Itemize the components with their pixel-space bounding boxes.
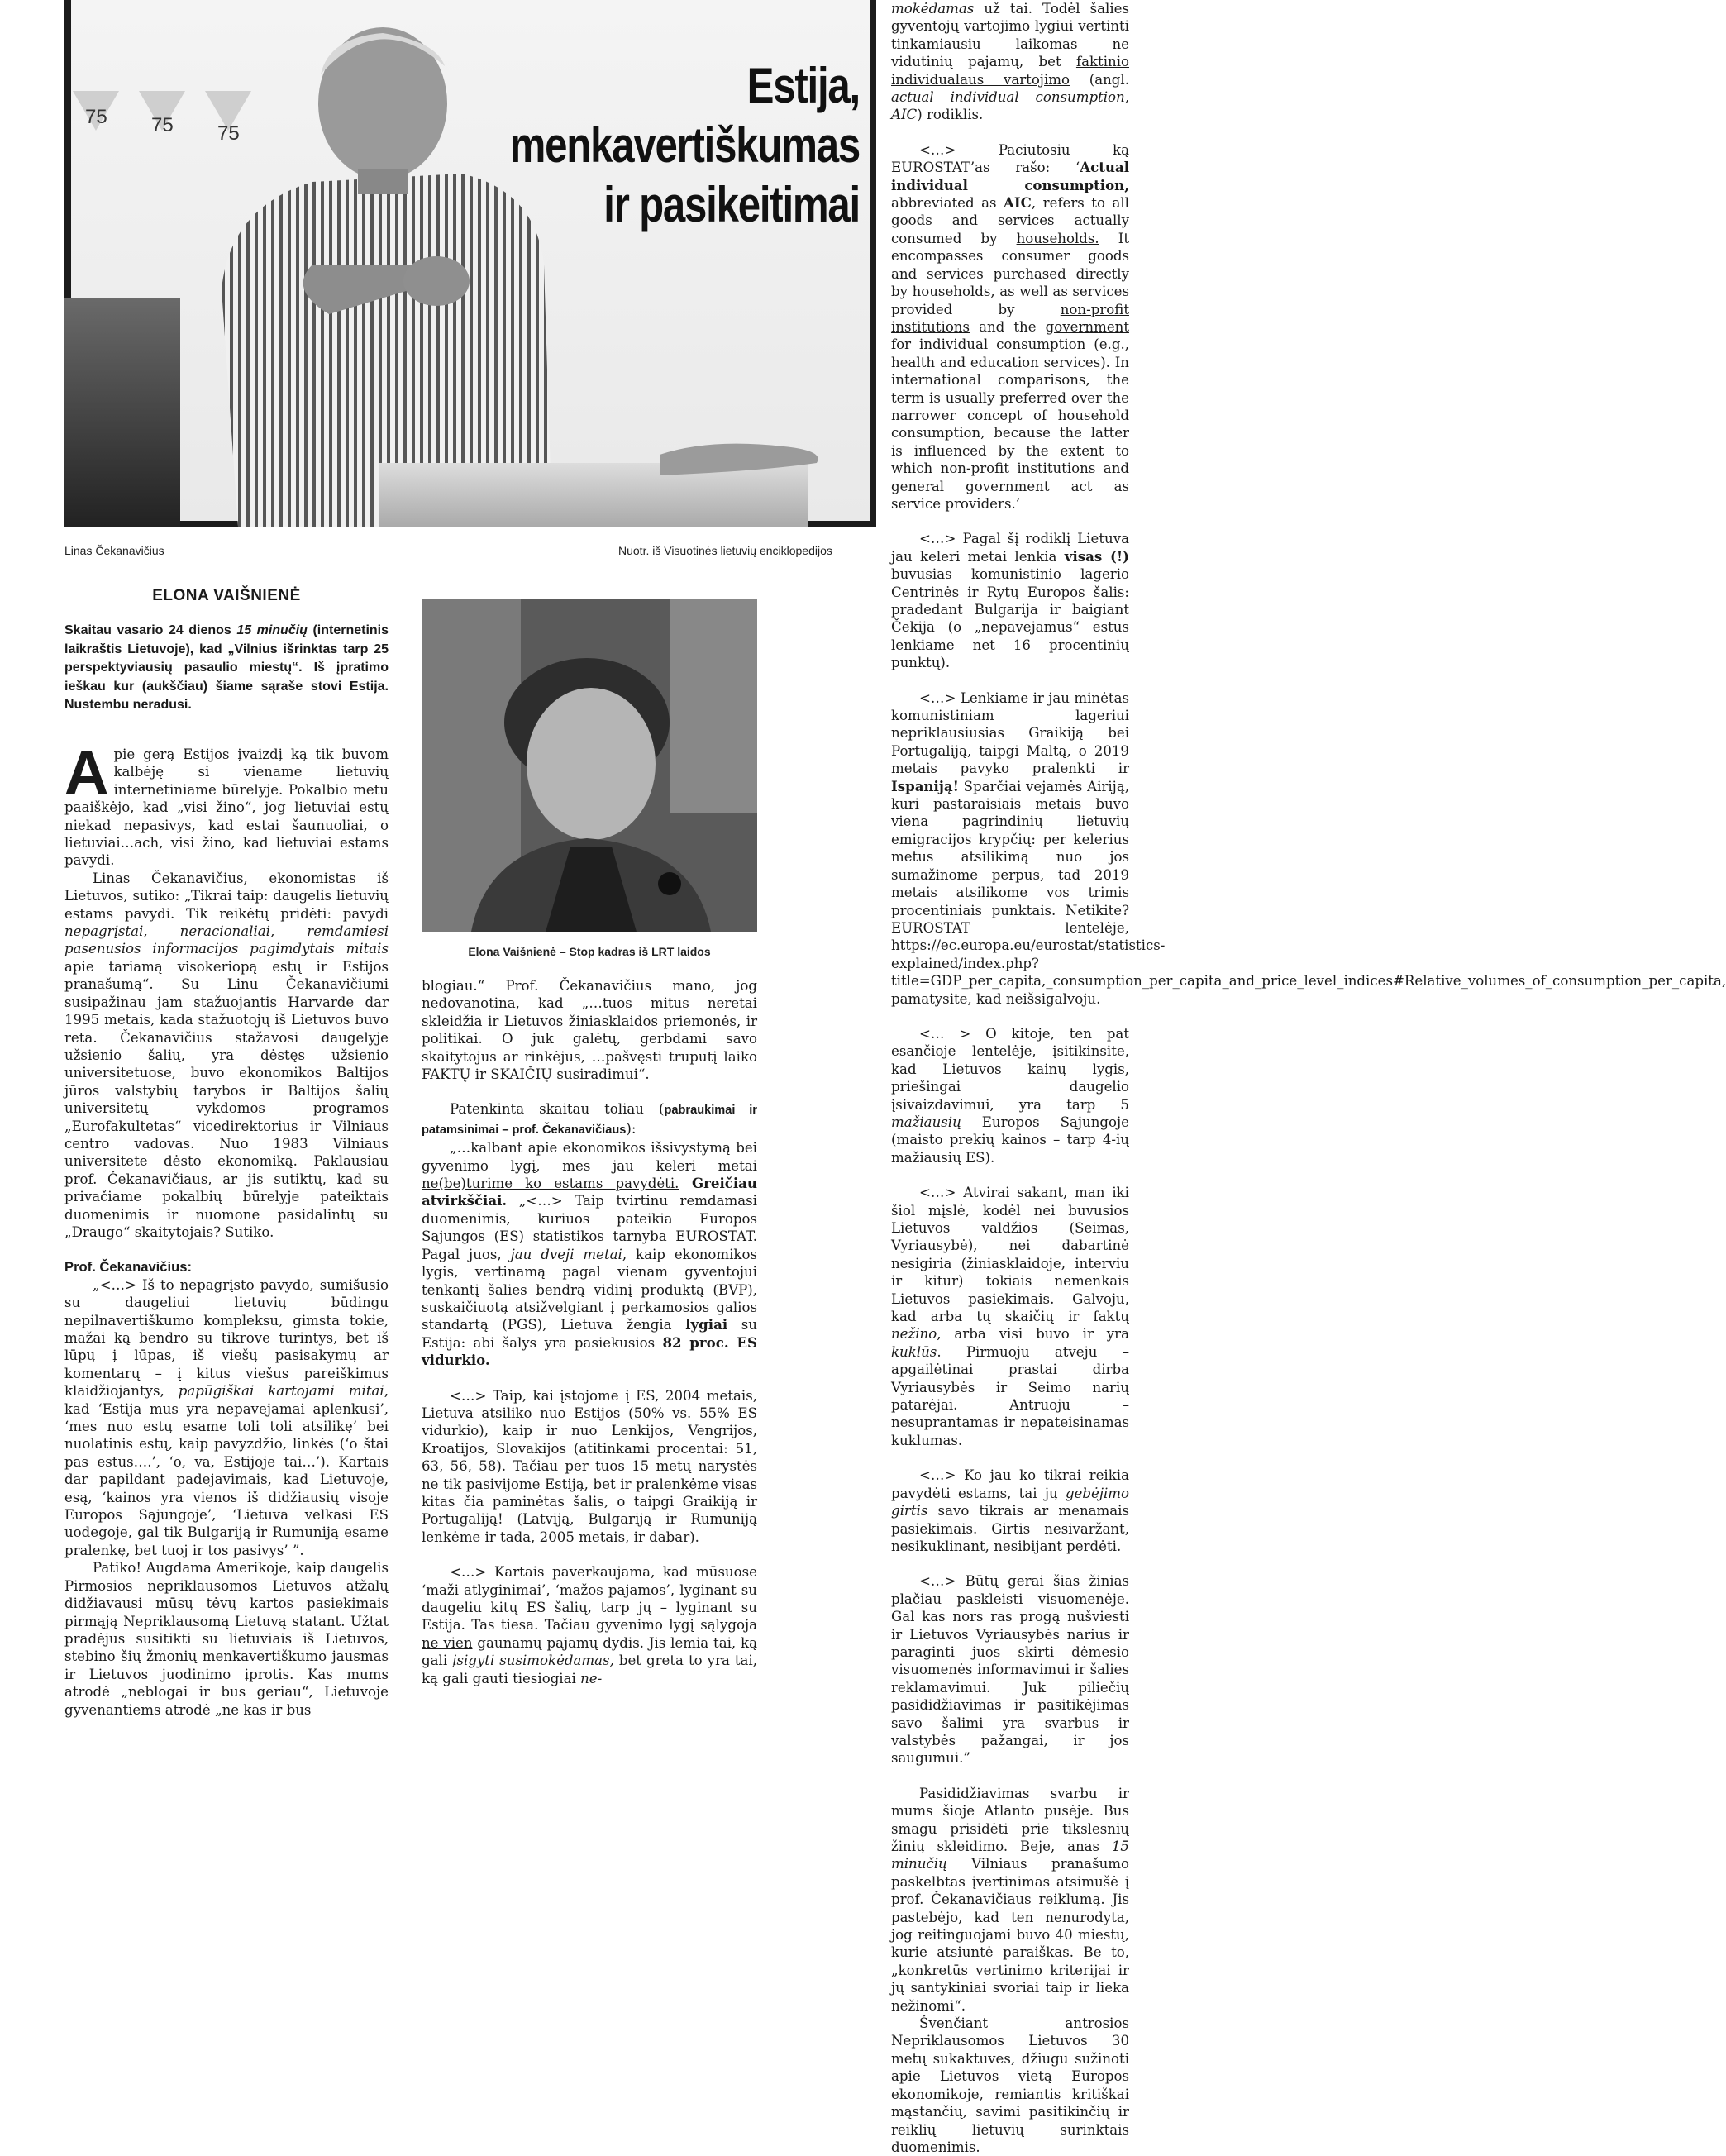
- paragraph-text: apie tariamą visokeriopą estų ir Estijos pranašumą“. Su Linu Čekanavičiumi susipažinau jam stažuojantis Harvarde dar 1995 metais, kada stažuotojų iš Lietuvos buvo reta. Čekanavičius stažavosi daugelyje užsienio šalių, yra dėstęs užsienio universitetuose, buvo ekonomikos Baltijos jūros valstybių tarybos ir Baltijos šalių universitetų vykdomos programos „Eurofakultetas“ vicedirektorius ir Vilniaus centro vadovas. Nuo 1983 Vilniaus universitete dėsto ekonomiką. Paklausiau prof. Čekanavičiaus, ar jis sutiktų, kad su privačiame pokalbių būrelyje pateiktais duomenimis ir nuomone pasidalintų su „Draugo“ skaitytojais? Sutiko.: [64, 958, 389, 1240]
- emphasis: gebėjimo girtis: [891, 1485, 1129, 1519]
- paragraph-text: , kaip ekonomikos lygis, vertinamą pagal vienam gyventojui tenkantį šalies bendrą vidinį produktą (BVP), suskaičiuotą atsižvelgiant į perkamosios galios standartą (PGS), Lietuva žengia: [422, 1246, 757, 1333]
- paragraph-text: (angl.: [1069, 71, 1129, 88]
- emphasis: nepagrįstai, neracionaliai, remdamiesi pasenusios informacijos pagimdytais mitais: [64, 923, 389, 957]
- paragraph: [891, 141, 1129, 513]
- paragraph-text: , kad ‘Estija mus yra nepavejamai aplenkusi’, ‘mes nuo estų esame toli toli atsilikę’ bei nuolatinis estų, kaip pavyzdžio, linkės (‘o štai pas estus….’, ‘o, va, Estijoje tai…’). Kartais dar papildant padejavimais, kad Lietuvoje, esą, ‘kainos yra vienos iš didžiausių visoje Europos Sąjungoje’, ‘Lietuva velkasi ES uodegoje, gal tik Bulgariją ir Rumuniją esame pralenkę, bet tuoj ir tos pasivys’ ”.: [64, 1383, 389, 1558]
- paragraph-text: <…> Lenkiame ir jau minėtas komunistiniam lageriui nepriklausiusias Graikiją bei Portugaliją, taipgi Maltą, o 2019 metais pavyko pralenkti ir: [891, 689, 1129, 777]
- paragraph-text: for individual consumption (e.g., health and education services). In international comparisons, the term is usually preferred over the narrower concept of household consumption, because the latter is influenced by the extent to which non-profit institutions and general government act as service providers.’: [891, 336, 1129, 512]
- paragraph: [891, 689, 1726, 1008]
- paragraph-text: ) rodiklis.: [917, 107, 984, 123]
- paragraph-text: and the: [970, 318, 1046, 335]
- hand: [660, 430, 825, 479]
- paragraph-text: Sparčiai vejamės Airiją, kuri pastaraisiais metais buvo viena pagrindinių lietuvių emigracijos krypčių: per kelerius metus atsilikimą nuo jos sumažinome perpus, tad 2019 metais atsilikome vos trimis procentiniais punktais. Netikite? EUROSTAT lentelėje, https://ec.europa.eu/eurostat/statistics-explained/index.php?title=GDP_per_capita,_consumption_per_capita_and_price_level_indices#Relative_volumes_of_consumption_per_capita, pamatysite, kad neišsigalvoju.: [891, 778, 1726, 1007]
- paragraph: <…> Būtų gerai šias žinias plačiau paskleisti visuomenėje. Gal kas nors ras progą nušviesti ir Lietuvos Vyriausybės narius ir paraginti juos skirti dėmesio visuomenės informavimui ir šalies reklamavimui. Juk piliečių pasididžiavimas ir pasitikėjimas savo šalimi yra svarbus ir valstybės pažangai, ir jos saugumui.”: [891, 1573, 1129, 1767]
- paragraph-text: gaunamų pajamų dydis. Jis lemia tai, ką gali: [422, 1634, 757, 1669]
- lead-publication: 15 minučių: [236, 623, 308, 637]
- bold-text: lygiai: [685, 1316, 728, 1333]
- paragraph-text: abbreviated as: [891, 195, 1004, 212]
- underlined-text: ne(be)turime ko estams pavydėti.: [422, 1176, 679, 1192]
- paragraph-text: „<…> Taip tvirtinu remdamasi duomenimis, kuriuos pateikia Europos Sąjungos (ES) statistikos tarnyba EUROSTAT. Pagal juos,: [422, 1193, 757, 1262]
- woman-figure: [422, 599, 757, 932]
- paragraph-text: buvusias komunistinio lagerio Centrinės ir Rytų Europos šalis: pradedant Bulgarija ir baigiant Čekija (o „nepavejamus“ estus lenkiame net 16 procentinių punktų).: [891, 566, 1129, 671]
- emphasis: 15 minučių: [891, 1839, 1129, 1872]
- paragraph-text: bet greta to yra tai, ką gali gauti tiesiogiai: [422, 1653, 758, 1686]
- paragraph-text: , refers to all goods and services actually consumed by: [891, 195, 1129, 246]
- paragraph-text: „<…> Iš to nepagrįsto pavydo, sumišusio su daugeliui lietuvių būdingu nepilnavertiškumo kompleksu, gimsta tokie, mažai ką bendro su tikrove turintys, bet iš lūpų į lūpas, iš viešų pasisakymų ar komentarų – į kitus viešus pareiškimus klaidžiojantys,: [64, 1276, 389, 1400]
- title-line: Estija,: [746, 58, 860, 114]
- underlined-text: non-profit institutions: [891, 301, 1129, 335]
- underlined-text: tikrai: [1043, 1467, 1081, 1484]
- paragraph-text: savo tikrais ar menamais pasiekimais. Girtis nesivaržant, nesikuklinant, nesibijant perdėti.: [891, 1503, 1129, 1554]
- emphasis: nežino: [891, 1326, 937, 1343]
- paragraph-text: It encompasses consumer goods and services purchased directly by households, as well as services provided by: [891, 230, 1129, 317]
- paragraph-text: Pasididžiavimas svarbu ir mums šioje Atlanto pusėje. Bus smagu prisidėti prie tikslesnių žinių skleidimo. Beje, anas: [891, 1785, 1129, 1854]
- paragraph-text: <…> Paciutosiu ką EUROSTAT’as rašo: ‘: [891, 141, 1129, 176]
- underlined-text: faktinio individualaus vartojimo: [891, 54, 1129, 88]
- underlined-text: ne vien: [422, 1634, 473, 1651]
- column-3: [891, 0, 1726, 2156]
- emphasis: pabraukimai ir patamsinimai – prof. Čekanavičiaus: [422, 1104, 757, 1137]
- paragraph: [422, 1139, 757, 1369]
- paragraph: [422, 1100, 757, 1139]
- flag-number: 75: [85, 106, 107, 128]
- paragraph: [891, 530, 1129, 671]
- paragraph-text: <… > O kitoje, ten pat esančioje lentelėje, įsitikinsite, kad Lietuvos kainų lygis, priešingai daugelio įsivaizdavimui, yra tarp 5: [891, 1025, 1129, 1113]
- emphasis: jau dveji metai: [510, 1246, 622, 1262]
- paragraph-text: <…> Kartais paverkaujama, kad mūsuose ‘maži atlyginimai’, ‘mažos pajamos’, lyginant su daugeliu kitų ES šalių, tarp jų – lyginant su Estija. Tas tiesa. Tačiau gyvenimo lygį sąlygoja: [422, 1564, 757, 1634]
- flag-number: 75: [151, 114, 174, 136]
- emphasis: kuklūs: [891, 1343, 937, 1360]
- bold-text: Ispaniją!: [891, 777, 959, 794]
- lead-paragraph: [64, 622, 389, 715]
- paragraph-text: Europos Sąjungoje (maisto prekių kainos – tarp 4-ių mažiausių ES).: [891, 1114, 1129, 1166]
- author-photo-caption: Elona Vaišnienė – Stop kadras iš LRT laidos: [468, 945, 711, 958]
- paragraph-text: <…> Pagal šį rodiklį Lietuva jau keleri metai lenkia: [891, 531, 1129, 565]
- column-1: [64, 738, 389, 1719]
- paragraph: [891, 1184, 1129, 1449]
- paragraph-text: ):: [626, 1120, 637, 1137]
- flag-number: 75: [217, 122, 240, 145]
- emphasis: ne-: [580, 1670, 603, 1686]
- paragraph-text: „…kalbant apie ekonomikos išsivystymą bei gyvenimo lygį, mes jau keleri metai: [422, 1140, 757, 1174]
- paragraph: <…> Taip, kai įstojome į ES, 2004 metais, Lietuva atsiliko nuo Estijos (50% vs. 55% ES vidurkio), kaip ir nuo Lenkijos, Vengrijos, Kroatijos, Slovakijos (atitinkami procentai: 51, 63, 56, 58). Tačiau per tuos 15 metų narystės ne tik pasivijome Estiją, bet ir pralenkėme visas kitas čia paminėtas šalis, o taipgi Graikiją ir Portugaliją! (Latviją, Bulgariją ir Rumuniją lenkėme ir tada, 2005 metais, ir dabar).: [422, 1387, 757, 1545]
- title-line: ir pasikeitimai: [603, 177, 860, 233]
- paragraph-text: Vilniaus pranašumo paskelbtas įvertinimas atsimušė į prof. Čekanavičiaus reiklumą. Jis pastebėjo, kad ten nenurodyta, jog reitinguojami buvo 40 miestų, kurie atsiuntė paraiškas. Be to, „konkretūs vertinimo kriterijai ir jų santykiniai svoriai taip ir lieka nežinomi“.: [891, 1856, 1129, 2014]
- drop-cap: A: [64, 738, 109, 807]
- section-heading: Prof. Čekanavičius:: [64, 1259, 193, 1276]
- photo-credit: Nuotr. iš Visuotinės lietuvių enciklopedijos: [618, 544, 832, 557]
- paragraph: [891, 1467, 1129, 1555]
- paragraph: Patiko! Augdama Amerikoje, kaip daugelis Pirmosios nepriklausomos Lietuvos atžalų didžiavausi mūsų tėvų kartos pasiekimais pirmąją Nepriklausomą Lietuvą statant. Užtat pradėjus susitikti su lietuviais iš Lietuvos, stebino šių žmonių menkavertiškumo jausmas ir Lietuvos juodinimo įprotis. Kas mums atrodė „neblogai ir bus geriau“, Lietuvoje gyvenantiems atrodė „ne kas ir bus: [64, 1560, 389, 1718]
- paragraph-text: . Pirmuoju atveju – apgailėtinai prastai dirba Vyriausybės ir Seimo narių patarėjai. Antruoju – nesuprantamas ir nepateisinamas kuklumas.: [891, 1343, 1129, 1448]
- column-2: [422, 977, 757, 1687]
- author-name: ELONA VAIŠNIENĖ: [152, 587, 301, 604]
- paragraph: [64, 870, 389, 1242]
- photo-background: [64, 298, 180, 527]
- emphasis: actual individual consumption, AIC: [891, 89, 1129, 123]
- lead-text: Skaitau vasario 24 dienos: [64, 623, 237, 637]
- paragraph: [422, 1563, 757, 1687]
- paragraph-text: už tai. Todėl šalies gyventojų vartojimo lygiui vertinti tinkamiausiu laikomas ne vidutinių pajamų, bet: [891, 1, 1129, 70]
- underlined-text: households.: [1016, 230, 1099, 246]
- bold-text: Greičiau atvirkščiai.: [422, 1175, 757, 1209]
- bold-text: Actual individual consumption,: [891, 159, 1129, 193]
- bold-text: 82 proc. ES vidurkio.: [422, 1333, 757, 1369]
- bold-text: visas (!): [1064, 547, 1129, 565]
- bold-text: AIC: [1004, 194, 1032, 212]
- paragraph-text: Linas Čekanavičius, ekonomistas iš Lietuvos, sutiko: „Tikrai taip: daugelis lietuvių estams pavydi. Tik reikėtų pridėti: pavydi: [64, 870, 389, 922]
- paragraph: [64, 1276, 389, 1560]
- author-photo: [422, 599, 757, 932]
- underlined-text: government: [1045, 318, 1129, 335]
- paragraph-text: , arba visi buvo ir yra: [937, 1326, 1129, 1343]
- emphasis: papūgiškai kartojami mitai: [178, 1383, 384, 1400]
- title-line: menkavertiškumas: [509, 117, 860, 174]
- paragraph-text: <…> Ko jau ko: [919, 1467, 1044, 1484]
- article-title: [426, 56, 860, 235]
- paragraph-text: Patenkinta skaitau toliau (: [450, 1101, 665, 1118]
- emphasis: įsigyti susimokėdamas,: [452, 1653, 614, 1669]
- photo-caption-name: Linas Čekanavičius: [64, 544, 164, 557]
- emphasis: mokėdamas: [891, 1, 975, 17]
- lead-text: (internetinis laikraštis Lietuvoje), kad „Vilnius išrinktas tarp 25 perspektyviausių pasaulio miestų“. Iš įpratimo ieškau kur (aukščiau) šiame sąraše stovi Estija. Nustembu neradusi.: [64, 623, 389, 712]
- paragraph: [891, 0, 1129, 124]
- paragraph-text: reikia pavydėti estams, tai jų: [891, 1467, 1129, 1501]
- paragraph: [891, 1025, 1129, 1166]
- paragraph: Švenčiant antrosios Nepriklausomos Lietuvos 30 metų sukaktuves, džiugu sužinoti apie Lietuvos vietą Europos ekonomikoje, remiantis kritiškai mąstančių, savimi pasitikinčių ir reiklių lietuvių surinktais duomenimis.: [891, 2015, 1129, 2155]
- paragraph-text: <…> Atvirai sakant, man iki šiol mįslė, kodėl nei buvusios Lietuvos valdžios (Seimas, Vyriausybė), nei dabartinė nesigiria (žiniasklaidoje, interviu ir kitur) tokiais nemenkais Lietuvos pasiekimais. Galvoju, kad arba tų skaičių ir faktų: [891, 1185, 1129, 1325]
- paragraph: [891, 1785, 1129, 2015]
- paragraph-text: su Estija: abi šalys yra pasiekusios: [422, 1317, 757, 1351]
- paragraph-text: pie gerą Estijos įvaizdį ką tik buvom kalbėję si viename lietuvių internetiniame būrelyje. Pokalbio metu paaiškėjo, kad „visi žino“, jog lietuviai estų niekad nepasivys, kad estai šaunuoliai, o lietuviai…ach, visi žino, kad lietuviai estams pavydi.: [64, 746, 389, 869]
- emphasis: mažiausių: [891, 1114, 961, 1130]
- paragraph: blogiau.“ Prof. Čekanavičius mano, jog nedovanotina, kad „…tuos mitus neretai skleidžia ir Lietuvos žiniasklaidos priemonės, ir politikai. O juk galėtų, gerbdami savo skaitytojus ar rinkėjus, …pašvęsti truputį laiko FAKTŲ ir SKAIČIŲ susiradimui“.: [422, 978, 757, 1083]
- paragraph: [64, 738, 389, 870]
